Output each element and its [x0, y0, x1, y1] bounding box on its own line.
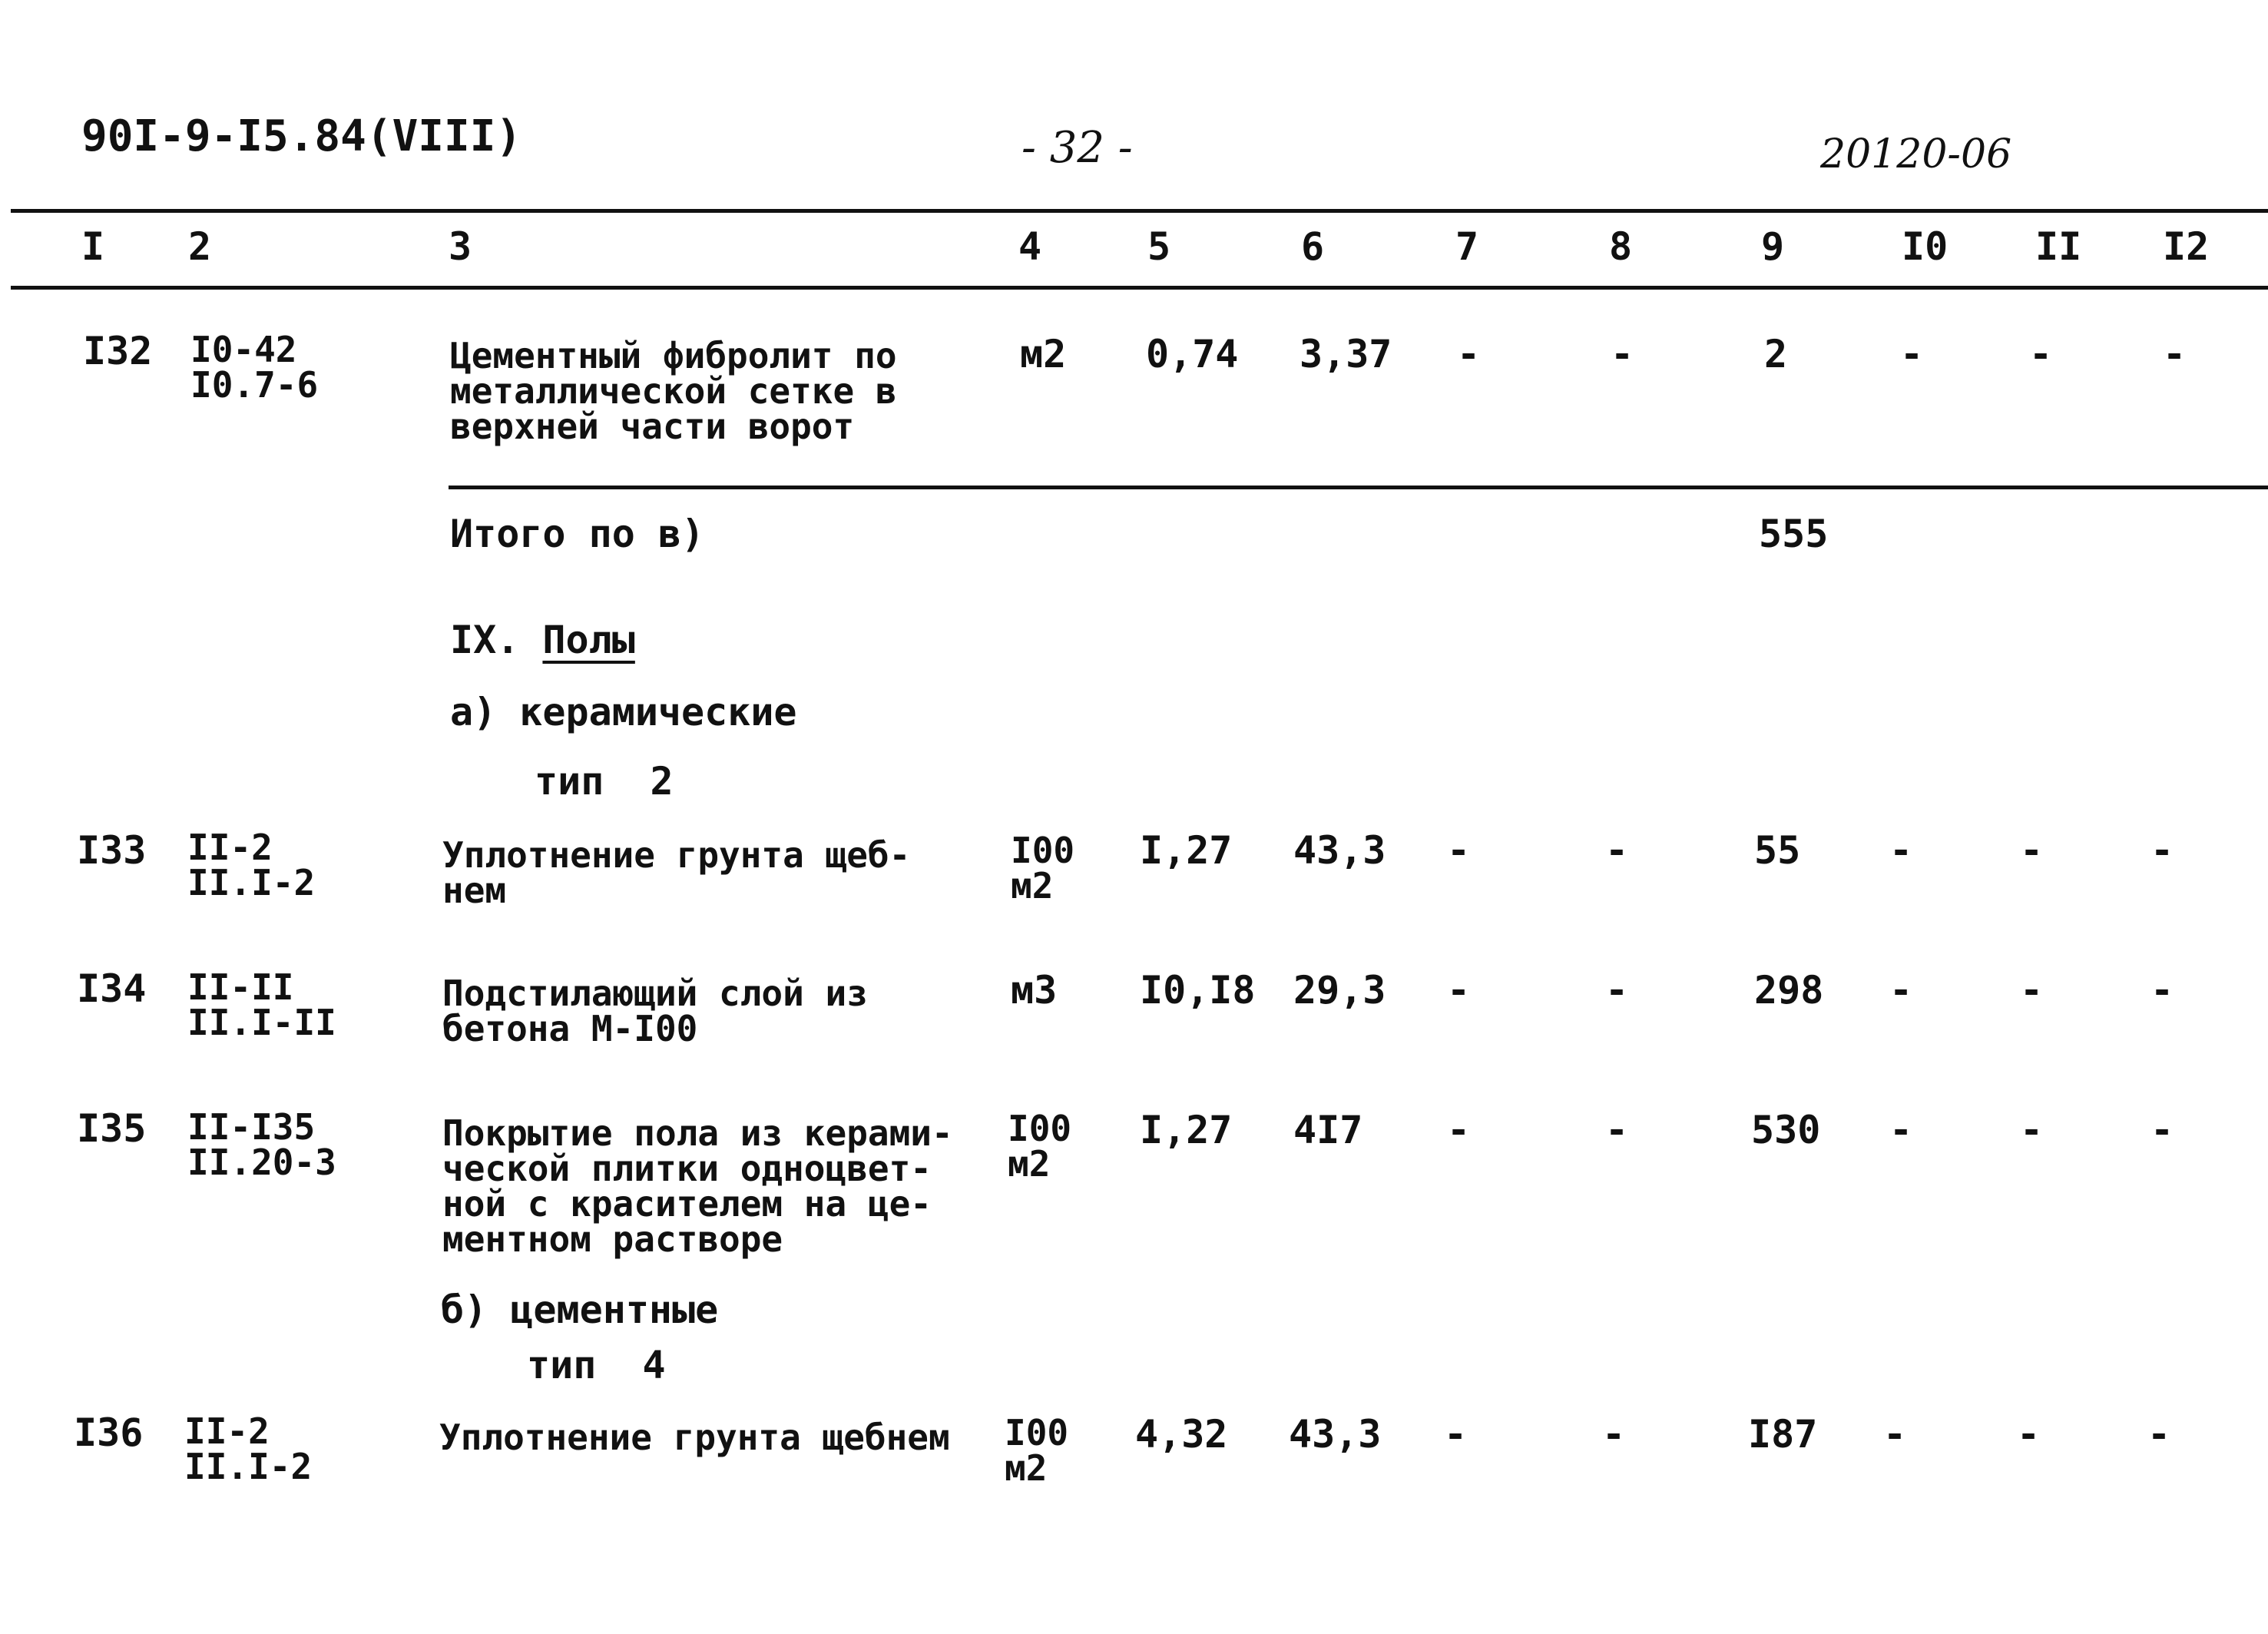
cell-col11: -: [2029, 332, 2053, 376]
norm-code: [187, 827, 316, 903]
cell-col9: 55: [1754, 828, 1801, 873]
unit-line: I00: [1008, 1108, 1072, 1149]
description-line: бетона М-I00: [442, 1008, 698, 1049]
work-description: [450, 335, 897, 447]
column-header: 5: [1147, 224, 1171, 269]
unit-line: м2: [1005, 1447, 1048, 1489]
cell-col9: I87: [1748, 1412, 1818, 1457]
description-line: Покрытие пола из керами-: [442, 1112, 953, 1154]
description-line: нем: [442, 870, 507, 911]
unit: м3: [1011, 968, 1058, 1013]
cell-quantity: I0,I8: [1140, 968, 1256, 1013]
column-header: 7: [1455, 224, 1479, 269]
cell-col12: -: [2163, 332, 2187, 376]
subsection-label: б) цементные: [441, 1288, 719, 1332]
unit-line: м2: [1008, 1143, 1051, 1185]
cell-col11: -: [2020, 968, 2044, 1013]
work-description: [442, 1112, 953, 1260]
subsection-label: а) керамические: [450, 690, 797, 734]
cell-col12: -: [2147, 1412, 2171, 1457]
cell-col11: -: [2017, 1412, 2041, 1457]
column-header: I2: [2163, 224, 2210, 269]
unit: [1005, 1412, 1069, 1489]
norm-code-line: II.20-3: [187, 1142, 336, 1183]
column-header: 2: [188, 224, 212, 269]
description-line: ной с красителем на це-: [442, 1183, 932, 1225]
cell-col12: -: [2150, 968, 2174, 1013]
description-line: Цементный фибролит по: [450, 335, 897, 376]
cell-col7: -: [1444, 1412, 1468, 1457]
column-header: II: [2035, 224, 2082, 269]
column-header: 8: [1609, 224, 1633, 269]
cell-col9: 2: [1764, 332, 1788, 376]
work-description: [439, 1417, 950, 1458]
description-line: Уплотнение грунта щебнем: [439, 1417, 950, 1458]
description-line: ческой плитки одноцвет-: [442, 1148, 932, 1189]
cell-price: 43,3: [1293, 828, 1386, 873]
norm-code: [187, 966, 336, 1043]
unit: [1011, 830, 1075, 906]
description-line: ментном растворе: [442, 1218, 783, 1260]
cell-price: 3,37: [1300, 332, 1392, 376]
cell-price: 4I7: [1293, 1108, 1363, 1152]
cell-quantity: 0,74: [1146, 332, 1239, 376]
row-number: I33: [77, 828, 147, 873]
cell-col9: 298: [1754, 968, 1824, 1013]
norm-code-line: II-I35: [187, 1106, 316, 1148]
unit: [1008, 1108, 1072, 1185]
unit-line: м2: [1011, 865, 1054, 906]
table-header-rule: [11, 286, 2268, 290]
row-number: I36: [74, 1410, 144, 1455]
unit-line: I00: [1005, 1412, 1069, 1453]
cell-price: 29,3: [1293, 968, 1386, 1013]
norm-code-line: II-II: [187, 966, 294, 1008]
norm-code: [184, 1410, 313, 1487]
work-description: [442, 973, 868, 1049]
cell-col8: -: [1602, 1412, 1626, 1457]
cell-col11: -: [2020, 828, 2044, 873]
row-number: I35: [77, 1106, 147, 1151]
cell-col10: -: [1889, 1108, 1913, 1152]
norm-code-line: II.I-2: [187, 862, 316, 903]
column-header: I: [81, 224, 105, 269]
work-description: [442, 834, 911, 911]
subtotal-rule: [449, 486, 2268, 489]
description-line: верхней части ворот: [450, 406, 855, 447]
norm-code: [187, 1106, 336, 1183]
column-header: 4: [1018, 224, 1042, 269]
section-numeral: IX.: [450, 618, 520, 662]
norm-code-line: I0.7-6: [190, 364, 319, 406]
cell-col7: -: [1447, 828, 1471, 873]
norm-code-line: II-2: [184, 1410, 270, 1452]
cell-col10: -: [1883, 1412, 1907, 1457]
description-line: Подстилающий слой из: [442, 973, 868, 1014]
unit-line: I00: [1011, 830, 1075, 871]
description-line: металлической сетке в: [450, 370, 897, 412]
document-code: 90I-9-I5.84(VIII): [81, 111, 522, 161]
sheet-code: 20120-06: [1820, 131, 2012, 177]
page-number: - 32 -: [1021, 123, 1133, 173]
norm-code-line: II-2: [187, 827, 273, 868]
table-top-rule: [11, 209, 2268, 213]
type-label: тип 4: [527, 1343, 666, 1387]
cell-col9: 530: [1751, 1108, 1821, 1152]
type-label: тип 2: [535, 759, 674, 804]
norm-code: [190, 329, 319, 406]
cell-col10: -: [1889, 828, 1913, 873]
column-header: 3: [449, 224, 472, 269]
cell-price: 43,3: [1289, 1412, 1382, 1457]
subtotal-value: 555: [1759, 512, 1829, 556]
cell-col12: -: [2150, 1108, 2174, 1152]
cell-quantity: 4,32: [1135, 1412, 1228, 1457]
unit: м2: [1020, 332, 1067, 376]
cell-col7: -: [1457, 332, 1481, 376]
row-number: I34: [77, 966, 147, 1011]
cell-col7: -: [1447, 968, 1471, 1013]
column-header: 9: [1761, 224, 1785, 269]
cell-col11: -: [2020, 1108, 2044, 1152]
row-number: I32: [83, 329, 153, 373]
cell-col8: -: [1605, 968, 1629, 1013]
description-line: Уплотнение грунта щеб-: [442, 834, 911, 876]
column-header: I0: [1902, 224, 1948, 269]
cell-quantity: I,27: [1140, 828, 1233, 873]
norm-code-line: II.I-2: [184, 1446, 313, 1487]
subtotal-label: Итого по в): [450, 512, 705, 556]
cell-col10: -: [1889, 968, 1913, 1013]
cell-col8: -: [1605, 828, 1629, 873]
cell-col8: -: [1611, 332, 1634, 376]
section-heading: [450, 618, 635, 662]
cell-col12: -: [2150, 828, 2174, 873]
cell-col10: -: [1900, 332, 1924, 376]
section-title: Полы: [542, 618, 635, 662]
cell-quantity: I,27: [1140, 1108, 1233, 1152]
norm-code-line: I0-42: [190, 329, 297, 370]
cell-col8: -: [1605, 1108, 1629, 1152]
norm-code-line: II.I-II: [187, 1002, 336, 1043]
column-header: 6: [1301, 224, 1325, 269]
cell-col7: -: [1447, 1108, 1471, 1152]
